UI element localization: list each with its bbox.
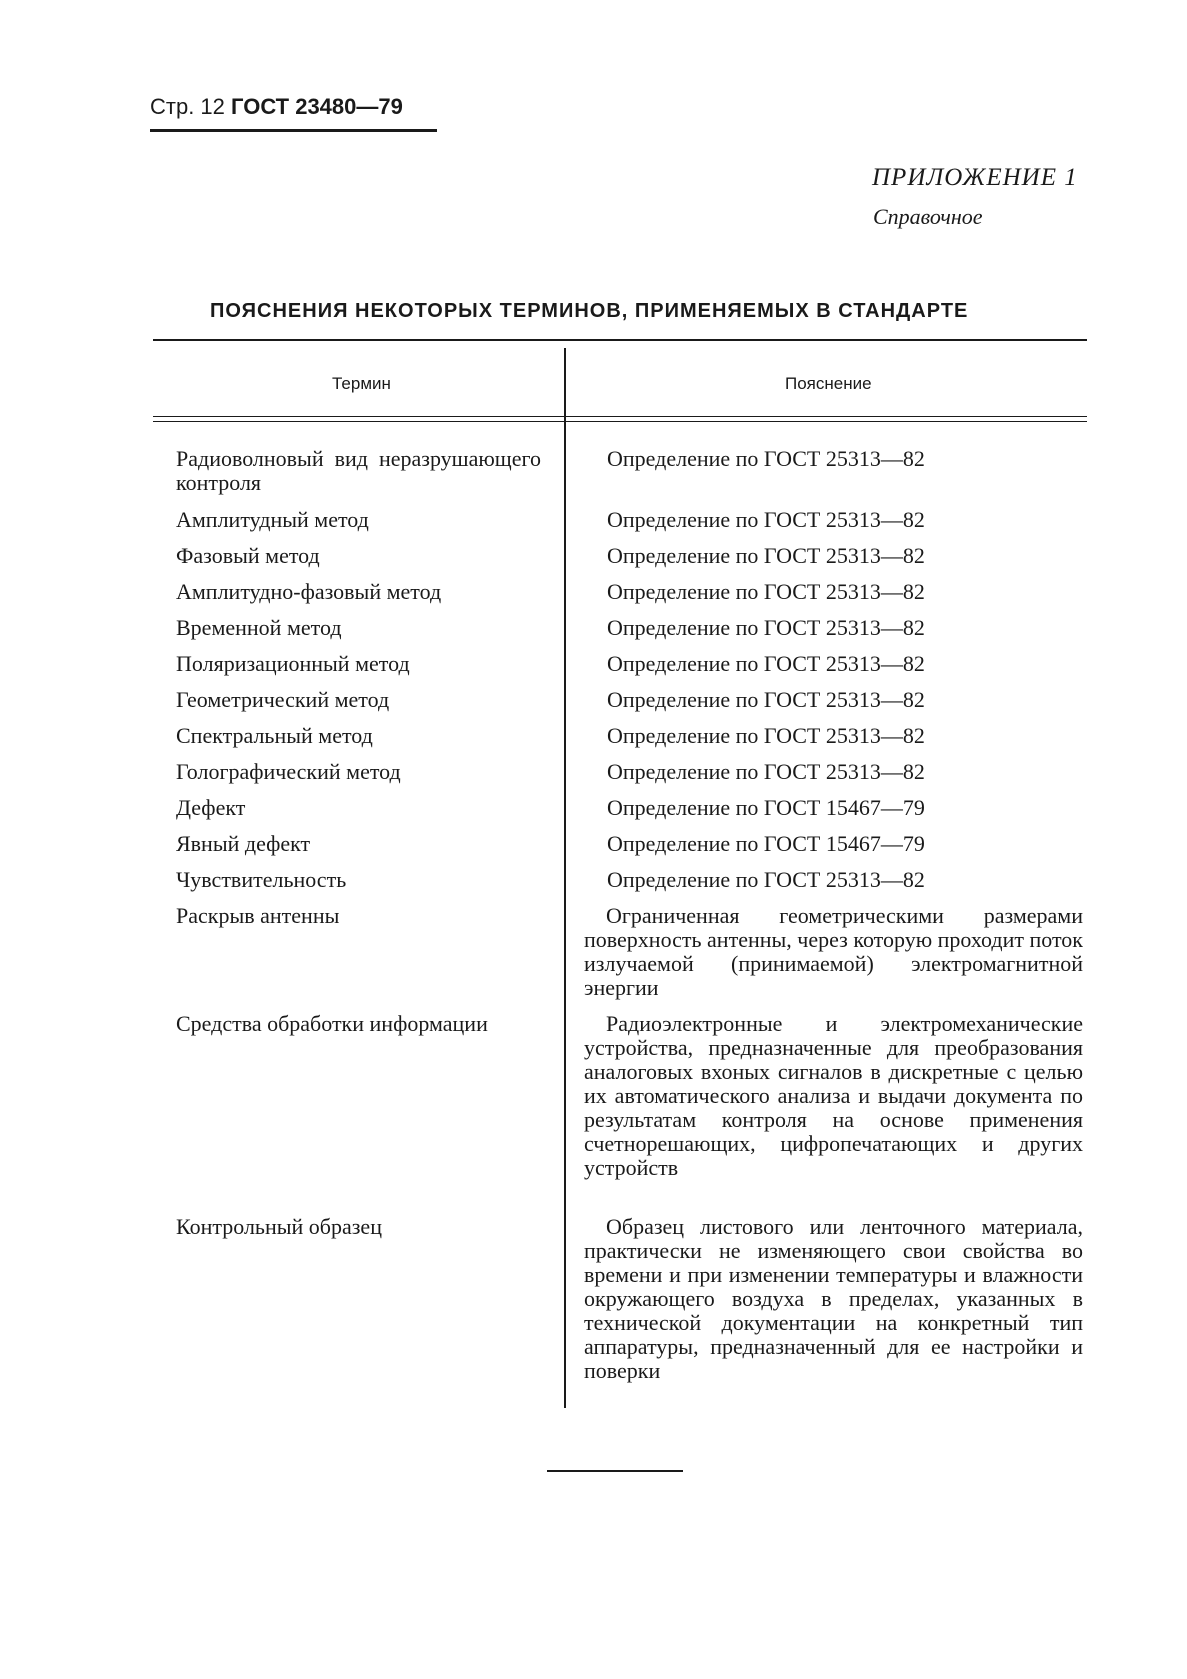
term-cell: Фазовый метод xyxy=(176,543,320,568)
end-rule xyxy=(547,1470,683,1472)
page-header xyxy=(150,94,403,120)
gost-number: ГОСТ 23480—79 xyxy=(231,94,403,119)
term-cell: Дефект xyxy=(176,795,246,820)
explanation-cell: Определение по ГОСТ 25313—82 xyxy=(607,446,925,471)
explanation-cell: Определение по ГОСТ 15467—79 xyxy=(607,795,925,820)
explanation-cell: Определение по ГОСТ 25313—82 xyxy=(607,867,925,892)
term-cell: Радиоволновый вид неразрушающего контроля xyxy=(176,446,541,495)
appendix-title: ПРИЛОЖЕНИЕ 1 xyxy=(872,164,1078,191)
term-cell: Раскрыв антенны xyxy=(176,903,340,928)
header-underline xyxy=(150,129,437,132)
document-title: ПОЯСНЕНИЯ НЕКОТОРЫХ ТЕРМИНОВ, ПРИМЕНЯЕМЫХ В СТАНДАРТЕ xyxy=(210,300,969,322)
explanation-cell: Определение по ГОСТ 25313—82 xyxy=(607,507,925,532)
explanation-cell: Определение по ГОСТ 15467—79 xyxy=(607,831,925,856)
term-cell: Контрольный образец xyxy=(176,1214,382,1239)
term-cell: Средства обработки информации xyxy=(176,1011,488,1036)
explanation-cell xyxy=(584,1012,1083,1180)
explanation-cell xyxy=(584,904,1083,1000)
term-cell: Временной метод xyxy=(176,615,342,640)
explanation-cell xyxy=(584,1215,1083,1383)
term-cell: Явный дефект xyxy=(176,831,311,856)
term-cell: Спектральный метод xyxy=(176,723,373,748)
explanation-cell: Определение по ГОСТ 25313—82 xyxy=(607,759,925,784)
appendix-subtitle: Справочное xyxy=(873,204,983,229)
explanation-cell: Определение по ГОСТ 25313—82 xyxy=(607,615,925,640)
explanation-text: Радиоэлектронные и электромеханические устройства, предназначенные для преобразования аналоговых вхоных сигналов в дискретные с целью их автоматического анализа и выдачи документа по результатам контроля на основе применения счетнорешающих, цифропечатающих и других устройств xyxy=(584,1011,1083,1180)
explanation-cell: Определение по ГОСТ 25313—82 xyxy=(607,651,925,676)
page-number: Стр. 12 xyxy=(150,94,225,119)
term-cell: Чувствительность xyxy=(176,867,347,892)
term-cell: Голографический метод xyxy=(176,759,401,784)
table-top-rule xyxy=(153,339,1087,341)
term-cell: Амплитудно-фазовый метод xyxy=(176,579,442,604)
term-cell: Геометрический метод xyxy=(176,687,390,712)
term-cell: Амплитудный метод xyxy=(176,507,369,532)
explanation-cell: Определение по ГОСТ 25313—82 xyxy=(607,687,925,712)
term-cell: Поляризационный метод xyxy=(176,651,410,676)
explanation-cell: Определение по ГОСТ 25313—82 xyxy=(607,543,925,568)
table-header-rule xyxy=(153,416,1087,422)
column-header-explanation: Пояснение xyxy=(785,374,872,393)
explanation-text: Ограниченная геометрическими размерами поверхность антенны, через которую проходит поток излучаемой (принимаемой) электромагнитной энергии xyxy=(584,903,1083,1000)
column-header-term: Термин xyxy=(332,374,391,393)
explanation-text: Образец листового или ленточного материала, практически не изменяющего свои свойства во времени и при изменении температуры и влажности окружающего воздуха в пределах, указанных в технической документации на конкретный тип аппаратуры, предназначенный для ее настройки и поверки xyxy=(584,1214,1083,1383)
explanation-cell: Определение по ГОСТ 25313—82 xyxy=(607,579,925,604)
table-column-divider xyxy=(564,348,566,1408)
explanation-cell: Определение по ГОСТ 25313—82 xyxy=(607,723,925,748)
